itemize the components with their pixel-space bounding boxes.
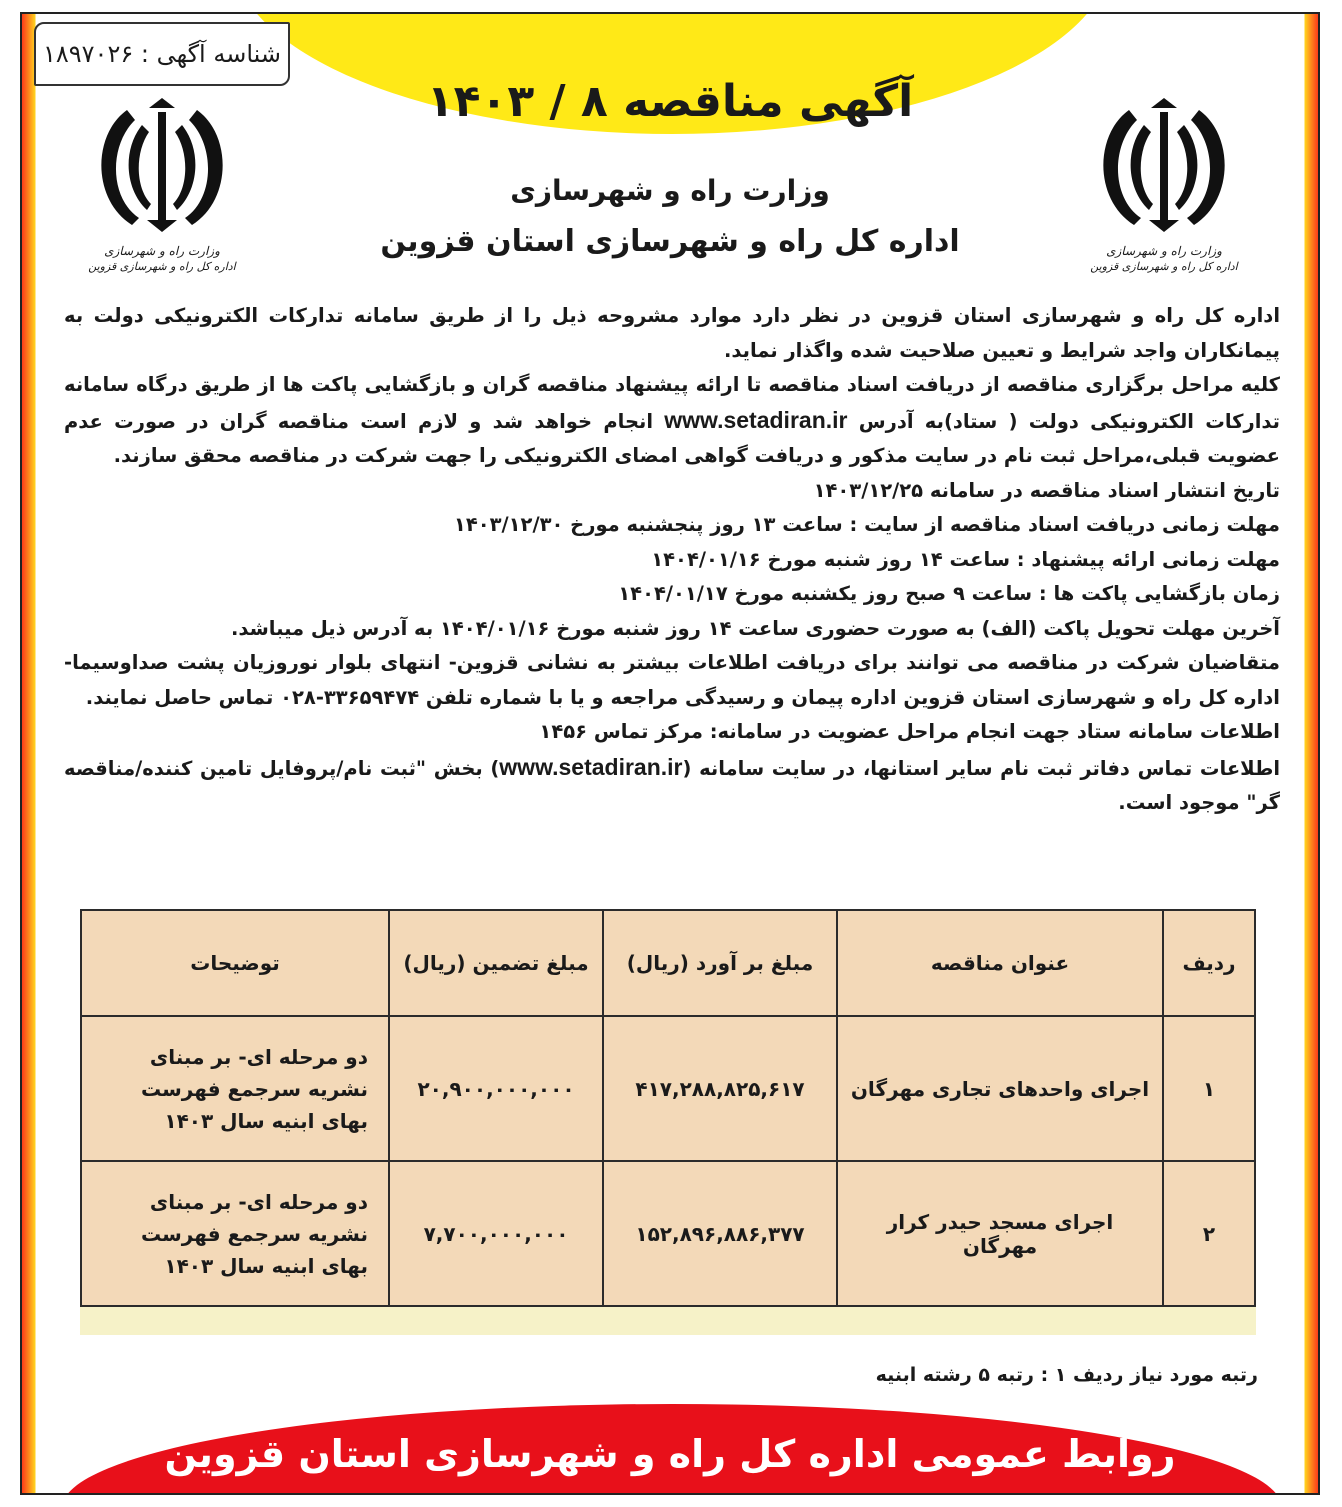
cell-guarantee: ۷,۷۰۰,۰۰۰,۰۰۰	[389, 1161, 603, 1306]
ministry-name: وزارت راه و شهرسازی	[510, 174, 830, 207]
paragraph-intro: اداره کل راه و شهرسازی استان قزوین در نظر دارد موارد مشروحه ذیل را از طریق سامانه تدارکات الکترونیکی دولت به پیمانکاران واجد شرایط و تعیین صلاحیت شده واگذار نماید.	[64, 304, 1280, 362]
header-estimate: مبلغ بر آورد (ریال)	[603, 910, 837, 1016]
paragraph-opening-time: زمان بازگشایی پاکت ها : ساعت ۹ صبح روز یکشنبه مورخ ۱۴۰۴/۰۱/۱۷	[618, 582, 1280, 605]
ministry-emblem-right	[1084, 90, 1244, 290]
grade-requirement-note: رتبه مورد نیاز ردیف ۱ : رتبه ۵ رشته ابنیه	[875, 1364, 1258, 1386]
emblem-caption-2: اداره کل راه و شهرسازی قزوین	[88, 260, 236, 273]
cell-guarantee: ۲۰,۹۰۰,۰۰۰,۰۰۰	[389, 1016, 603, 1161]
procedure-text-start: کلیه مراحل برگزاری مناقصه از دریافت اسناد مناقصه تا ارائه پیشنهاد مناقصه گران و بازگشایی پاکت ها از طریق درگاه سامانه تدارکات الکترونیکی دولت ( ستاد)به آدرس	[64, 373, 1280, 433]
table-row	[81, 1161, 1255, 1306]
ad-frame	[20, 12, 1320, 1495]
paragraph-offer-deadline: مهلت زمانی ارائه پیشنهاد : ساعت ۱۴ روز شنبه مورخ ۱۴۰۴/۰۱/۱۶	[651, 547, 1280, 571]
office-name: اداره کل راه و شهرسازی استان قزوین	[380, 224, 960, 259]
footer-text: روابط عمومی اداره کل راه و شهرسازی استان قزوین	[164, 1432, 1176, 1476]
ad-body	[64, 299, 1280, 821]
paragraph-setad-info: اطلاعات سامانه ستاد جهت انجام مراحل عضویت در سامانه: مرکز تماس ۱۴۵۶	[539, 720, 1280, 743]
tender-table	[80, 909, 1256, 1307]
emblem-caption-2: اداره کل راه و شهرسازی قزوین	[1090, 260, 1238, 273]
setad-url-link[interactable]: www.setadiran.ir	[664, 406, 848, 433]
cell-estimate: ۴۱۷,۲۸۸,۸۲۵,۶۱۷	[603, 1016, 837, 1161]
table-row	[81, 1016, 1255, 1161]
ministry-emblem-left	[82, 90, 242, 290]
paragraph-publish-date: تاریخ انتشار اسناد مناقصه در سامانه ۱۴۰۳/۱۲/۲۵	[813, 478, 1280, 502]
paragraph-doc-deadline: مهلت زمانی دریافت اسناد مناقصه از سایت : ساعت ۱۳ روز پنجشنبه مورخ ۱۴۰۳/۱۲/۳۰	[453, 513, 1280, 536]
header-notes: توضیحات	[81, 910, 389, 1016]
cell-title: اجرای مسجد حیدر کرار مهرگان	[837, 1161, 1163, 1306]
paragraph-registration-offices	[64, 750, 1280, 821]
header-title: عنوان مناقصه	[837, 910, 1163, 1016]
paragraph-contact-address: متقاضیان شرکت در مناقصه می توانند برای دریافت اطلاعات بیشتر به نشانی قزوین- انتهای بلوار نوروزیان پشت صداوسیما- اداره کل راه و شهرسازی استان قزوین اداره پیمان و رسیدگی مراجعه و یا با شماره تلفن ۳۳۶۵۹۴۷۴-۰۲۸ تماس حاصل نمایند.	[64, 651, 1280, 709]
paragraph-procedure	[64, 368, 1280, 474]
cell-row-number: ۱	[1163, 1016, 1255, 1161]
setad-url-link-2[interactable]: www.setadiran.ir	[499, 753, 683, 780]
cell-estimate: ۱۵۲,۸۹۶,۸۸۶,۳۷۷	[603, 1161, 837, 1306]
emblem-caption-1: وزارت راه و شهرسازی	[104, 244, 220, 258]
procedure-text-end: انجام خواهد شد و لازم است مناقصه گران در صورت عدم عضویت قبلی،مراحل ثبت نام در سایت مذکور و دریافت گواهی امضای الکترونیکی را جهت شرکت در مناقصه محقق سازند.	[64, 409, 1280, 467]
cell-notes: دو مرحله ای- بر مبنای نشریه سرجمع فهرست بهای ابنیه سال ۱۴۰۳	[81, 1161, 389, 1306]
ad-id-box: شناسه آگهی : ۱۸۹۷۰۲۶	[34, 22, 290, 86]
iran-emblem-icon	[87, 90, 237, 240]
table-header-row	[81, 910, 1255, 1016]
cell-row-number: ۲	[1163, 1161, 1255, 1306]
header-guarantee: مبلغ تضمین (ریال)	[389, 910, 603, 1016]
tender-table-container	[80, 909, 1256, 1335]
ad-title: آگهی مناقصه ۸ / ۱۴۰۳	[426, 76, 914, 127]
header-row-number: ردیف	[1163, 910, 1255, 1016]
iran-emblem-icon	[1089, 90, 1239, 240]
emblem-caption-1: وزارت راه و شهرسازی	[1106, 244, 1222, 258]
registration-text-start: اطلاعات تماس دفاتر ثبت نام سایر استانها، در سایت سامانه (	[682, 756, 1280, 780]
paragraph-envelope-deadline: آخرین مهلت تحویل پاکت (الف) به صورت حضوری ساعت ۱۴ روز شنبه مورخ ۱۴۰۴/۰۱/۱۶ به آدرس ذیل میباشد.	[230, 616, 1280, 640]
cell-title: اجرای واحدهای تجاری مهرگان	[837, 1016, 1163, 1161]
registration-text-end: ) بخش "ثبت نام/پروفایل تامین کننده/مناقصه گر" موجود است.	[64, 756, 1280, 814]
cell-notes: دو مرحله ای- بر مبنای نشریه سرجمع فهرست بهای ابنیه سال ۱۴۰۳	[81, 1016, 389, 1161]
